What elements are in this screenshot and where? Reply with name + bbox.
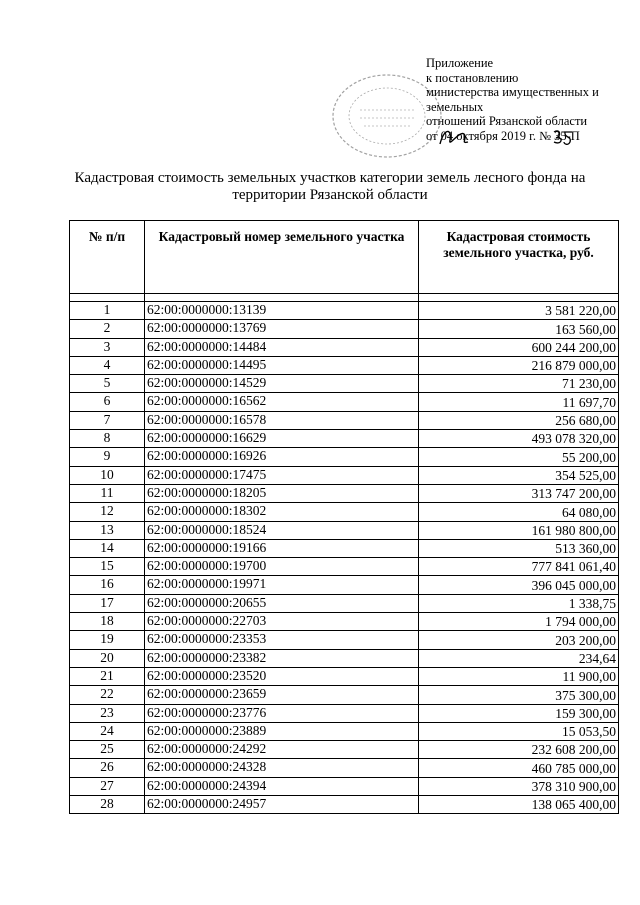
table-row <box>70 393 619 411</box>
row-number: 20 <box>70 649 145 667</box>
table-row <box>70 594 619 612</box>
appendix-line: Приложение <box>426 56 494 70</box>
row-cadastral-number: 62:00:0000000:23776 <box>145 704 419 722</box>
table-row <box>70 686 619 704</box>
row-number: 9 <box>70 448 145 466</box>
table-row <box>70 576 619 594</box>
handwritten-number-icon <box>552 128 574 146</box>
row-cadastral-number: 62:00:0000000:22703 <box>145 613 419 631</box>
table-row <box>70 613 619 631</box>
row-cadastral-number: 62:00:0000000:13769 <box>145 320 419 338</box>
table-row <box>70 338 619 356</box>
table-row <box>70 649 619 667</box>
row-number: 18 <box>70 613 145 631</box>
row-number: 26 <box>70 759 145 777</box>
row-cadastral-number: 62:00:0000000:24292 <box>145 741 419 759</box>
row-cadastral-number: 62:00:0000000:20655 <box>145 594 419 612</box>
table-row <box>70 430 619 448</box>
appendix-line: к постановлению <box>426 70 519 85</box>
row-number: 28 <box>70 796 145 814</box>
row-cadastral-number: 62:00:0000000:16578 <box>145 411 419 429</box>
row-number: 4 <box>70 356 145 374</box>
row-cadastral-number: 62:00:0000000:23382 <box>145 649 419 667</box>
row-cadastral-number: 62:00:0000000:14495 <box>145 356 419 374</box>
table-row <box>70 521 619 539</box>
row-number: 27 <box>70 777 145 795</box>
header-number: № п/п <box>70 221 145 294</box>
table-row <box>70 796 619 814</box>
row-cadastral-number: 62:00:0000000:23659 <box>145 686 419 704</box>
row-cadastral-number: 62:00:0000000:23520 <box>145 667 419 685</box>
row-cadastral-number: 62:00:0000000:23889 <box>145 722 419 740</box>
table-row <box>70 356 619 374</box>
cadastral-table <box>69 220 619 814</box>
table-row <box>70 539 619 557</box>
table-row <box>70 777 619 795</box>
row-cadastral-cost: 203 200,00 <box>419 631 619 649</box>
row-cadastral-cost: 161 980 800,00 <box>419 521 619 539</box>
page-title: Кадастровая стоимость земельных участков категории земель лесного фонда на территории Рязанской области <box>74 170 586 203</box>
table-header-row <box>70 221 619 294</box>
row-number: 6 <box>70 393 145 411</box>
official-seal-icon <box>330 72 445 160</box>
row-cadastral-number: 62:00:0000000:17475 <box>145 466 419 484</box>
row-cadastral-cost: 375 300,00 <box>419 686 619 704</box>
row-number: 3 <box>70 338 145 356</box>
row-number: 19 <box>70 631 145 649</box>
table-row <box>70 302 619 320</box>
row-number: 10 <box>70 466 145 484</box>
row-number: 7 <box>70 411 145 429</box>
row-cadastral-cost: 159 300,00 <box>419 704 619 722</box>
row-cadastral-number: 62:00:0000000:14529 <box>145 375 419 393</box>
row-cadastral-cost: 354 525,00 <box>419 466 619 484</box>
row-cadastral-number: 62:00:0000000:16926 <box>145 448 419 466</box>
row-cadastral-number: 62:00:0000000:18205 <box>145 484 419 502</box>
row-number: 17 <box>70 594 145 612</box>
row-cadastral-cost: 55 200,00 <box>419 448 619 466</box>
table-row <box>70 484 619 502</box>
row-cadastral-cost: 777 841 061,40 <box>419 558 619 576</box>
row-cadastral-number: 62:00:0000000:19166 <box>145 539 419 557</box>
table-row <box>70 741 619 759</box>
table-row <box>70 411 619 429</box>
appendix-line: отношений Рязанской области <box>426 114 588 128</box>
table-row <box>70 759 619 777</box>
table-row <box>70 667 619 685</box>
row-number: 1 <box>70 302 145 320</box>
row-number: 13 <box>70 521 145 539</box>
appendix-line: земельных <box>426 99 484 114</box>
row-number: 15 <box>70 558 145 576</box>
table-spacer-row <box>70 294 619 302</box>
row-cadastral-cost: 600 244 200,00 <box>419 338 619 356</box>
table-row <box>70 631 619 649</box>
row-cadastral-number: 62:00:0000000:24394 <box>145 777 419 795</box>
header-cadastral-cost: Кадастровая стоимость земельного участка, руб. <box>419 221 619 294</box>
row-cadastral-cost: 163 560,00 <box>419 320 619 338</box>
row-cadastral-cost: 513 360,00 <box>419 539 619 557</box>
row-cadastral-number: 62:00:0000000:14484 <box>145 338 419 356</box>
row-number: 21 <box>70 667 145 685</box>
table-row <box>70 704 619 722</box>
row-number: 2 <box>70 320 145 338</box>
row-cadastral-cost: 1 338,75 <box>419 594 619 612</box>
row-cadastral-cost: 396 045 000,00 <box>419 576 619 594</box>
row-cadastral-cost: 3 581 220,00 <box>419 302 619 320</box>
row-cadastral-cost: 64 080,00 <box>419 503 619 521</box>
row-number: 12 <box>70 503 145 521</box>
row-cadastral-cost: 256 680,00 <box>419 411 619 429</box>
row-cadastral-number: 62:00:0000000:24328 <box>145 759 419 777</box>
appendix-line: от 04 октября 2019 г. № 35-П <box>426 128 580 143</box>
row-cadastral-cost: 71 230,00 <box>419 375 619 393</box>
row-cadastral-cost: 313 747 200,00 <box>419 484 619 502</box>
row-cadastral-number: 62:00:0000000:24957 <box>145 796 419 814</box>
row-number: 11 <box>70 484 145 502</box>
header-cadastral-number: Кадастровый номер земельного участка <box>145 221 419 294</box>
row-cadastral-number: 62:00:0000000:18302 <box>145 503 419 521</box>
row-cadastral-cost: 1 794 000,00 <box>419 613 619 631</box>
row-cadastral-cost: 460 785 000,00 <box>419 759 619 777</box>
row-cadastral-cost: 11 900,00 <box>419 667 619 685</box>
row-number: 22 <box>70 686 145 704</box>
row-cadastral-number: 62:00:0000000:19971 <box>145 576 419 594</box>
row-number: 24 <box>70 722 145 740</box>
row-cadastral-cost: 232 608 200,00 <box>419 741 619 759</box>
row-cadastral-cost: 11 697,70 <box>419 393 619 411</box>
row-number: 25 <box>70 741 145 759</box>
table-row <box>70 375 619 393</box>
row-number: 8 <box>70 430 145 448</box>
row-cadastral-number: 62:00:0000000:18524 <box>145 521 419 539</box>
row-number: 14 <box>70 539 145 557</box>
row-number: 5 <box>70 375 145 393</box>
row-cadastral-cost: 138 065 400,00 <box>419 796 619 814</box>
table-row <box>70 320 619 338</box>
row-number: 16 <box>70 576 145 594</box>
table-row <box>70 503 619 521</box>
table-row <box>70 722 619 740</box>
table-row <box>70 448 619 466</box>
row-cadastral-cost: 493 078 320,00 <box>419 430 619 448</box>
row-cadastral-number: 62:00:0000000:16562 <box>145 393 419 411</box>
row-cadastral-number: 62:00:0000000:23353 <box>145 631 419 649</box>
appendix-line: министерства имущественных и <box>426 85 599 99</box>
table-row <box>70 558 619 576</box>
row-cadastral-cost: 234,64 <box>419 649 619 667</box>
row-cadastral-number: 62:00:0000000:19700 <box>145 558 419 576</box>
row-number: 23 <box>70 704 145 722</box>
signature-icon <box>438 126 470 148</box>
row-cadastral-number: 62:00:0000000:13139 <box>145 302 419 320</box>
row-cadastral-cost: 378 310 900,00 <box>419 777 619 795</box>
row-cadastral-cost: 216 879 000,00 <box>419 356 619 374</box>
row-cadastral-number: 62:00:0000000:16629 <box>145 430 419 448</box>
table-row <box>70 466 619 484</box>
row-cadastral-cost: 15 053,50 <box>419 722 619 740</box>
